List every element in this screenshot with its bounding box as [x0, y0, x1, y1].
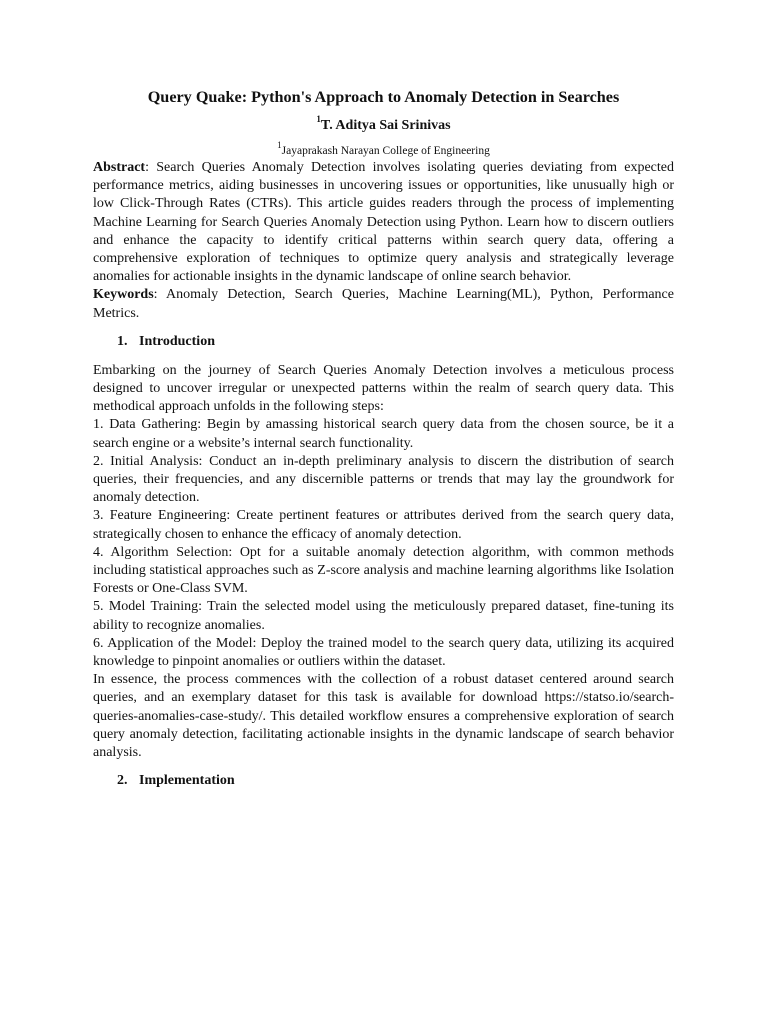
keywords-label: Keywords	[93, 287, 154, 303]
section-title: Introduction	[139, 333, 215, 349]
affiliation-name: Jayaprakash Narayan College of Engineering	[281, 145, 490, 157]
step-initial-analysis: 2. Initial Analysis: Conduct an in-depth preliminary analysis to discern the distribution of search queries, their frequencies, and any discernible patterns or trends that may lay the groundwork for anomaly detection.	[93, 453, 674, 506]
author-superscript: 1	[316, 114, 321, 125]
author-line	[93, 114, 674, 135]
conclusion-paragraph: In essence, the process commences with the collection of a robust dataset centered around search queries, and an exemplary dataset for this task is available for download https://statso.io/search-queries-anomalies-case-study/. This detailed workflow ensures a comprehensive exploration of search query anomaly detection, facilitating actionable insights in the dynamic landscape of search behavior analysis.	[93, 672, 674, 761]
section-number: 2.	[117, 773, 128, 789]
section-heading-introduction	[93, 333, 674, 351]
paper-title: Query Quake: Python's Approach to Anomaly Detection in Searches	[147, 88, 620, 106]
step-algorithm-selection: 4. Algorithm Selection: Opt for a suitable anomaly detection algorithm, with common methods including statistical approaches such as Z-score analysis and machine learning algorithms like Isolation Forests or One-Class SVM.	[93, 544, 674, 597]
intro-paragraph: Embarking on the journey of Search Queries Anomaly Detection involves a meticulous process designed to uncover irregular or unexpected patterns within the realm of search query data. This methodical approach unfolds in the following steps:	[93, 362, 674, 415]
step-feature-engineering: 3. Feature Engineering: Create pertinent features or attributes derived from the search query data, strategically chosen to enhance the efficacy of anomaly detection.	[93, 508, 674, 542]
paper-page	[93, 86, 674, 801]
step-model-training: 5. Model Training: Train the selected model using the meticulously prepared dataset, fine-tuning its ability to recognize anomalies.	[93, 599, 674, 633]
abstract-label: Abstract	[93, 160, 146, 175]
author-name: T. Aditya Sai Srinivas	[320, 118, 451, 133]
section-title: Implementation	[139, 773, 235, 789]
affiliation-superscript: 1	[277, 140, 282, 151]
step-data-gathering: 1. Data Gathering: Begin by amassing historical search query data from the chosen source, be it a search engine or a website’s internal search functionality.	[93, 417, 674, 451]
section-heading-implementation	[93, 772, 674, 790]
abstract-paragraph	[93, 159, 674, 286]
keywords-text: : Anomaly Detection, Search Queries, Machine Learning(ML), Python, Performance Metrics.	[93, 287, 674, 321]
keywords-paragraph	[93, 286, 674, 322]
step-model-application: 6. Application of the Model: Deploy the trained model to the search query data, utilizing its acquired knowledge to pinpoint anomalies or outliers within the dataset.	[93, 635, 674, 670]
abstract-text: : Search Queries Anomaly Detection involves isolating queries deviating from expected performance metrics, aiding businesses in uncovering issues or opportunities, like unusually high or low Click-Through Rates (CTRs). This article guides readers through the process of implementing Machine Learning for Search Queries Anomaly Detection using Python. Learn how to discern outliers and enhance the capacity to identify critical patterns within search query data, offering a comprehensive exploration of techniques to optimize query analysis and strategically leverage anomalies for actionable insights in the dynamic landscape of online search behavior.	[93, 160, 674, 285]
section-number: 1.	[117, 333, 128, 349]
affiliation-line	[93, 140, 674, 159]
